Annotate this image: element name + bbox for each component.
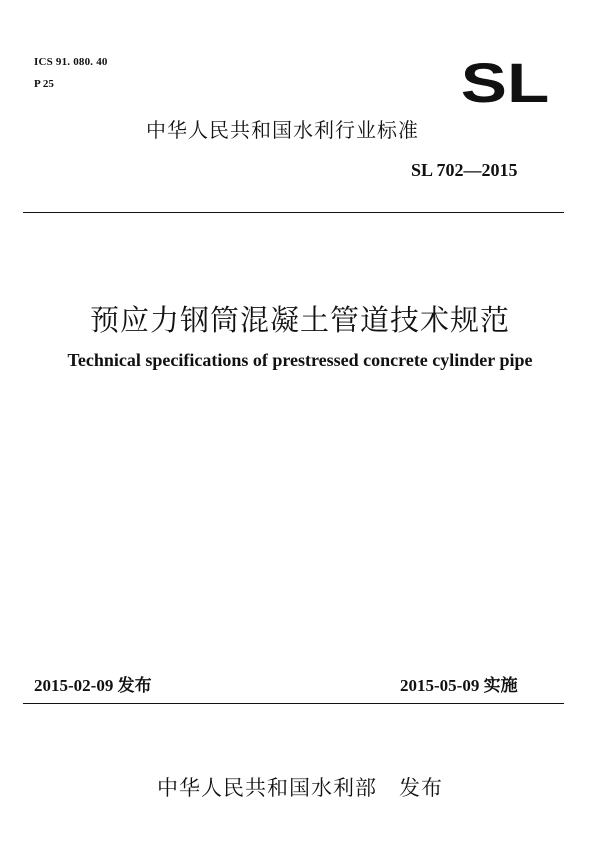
top-divider [23,212,564,213]
ics-code: ICS 91. 080. 40 [34,56,108,68]
sl-logo [455,50,555,110]
bottom-divider [23,703,564,704]
issuer: 中华人民共和国水利部 发布 [157,776,443,800]
svg-text:SL: SL [460,52,550,110]
implementation-date: 2015-05-09 实施 [400,676,518,695]
standard-category: 中华人民共和国水利行业标准 [146,118,419,142]
issue-date: 2015-02-09 发布 [34,676,152,695]
title-english: Technical specifications of prestressed concrete cylinder pipe [67,350,533,370]
title-chinese: 预应力钢筒混凝土管道技术规范 [89,303,510,337]
ccs-code: P 25 [34,78,54,90]
standard-number: SL 702—2015 [411,160,518,180]
